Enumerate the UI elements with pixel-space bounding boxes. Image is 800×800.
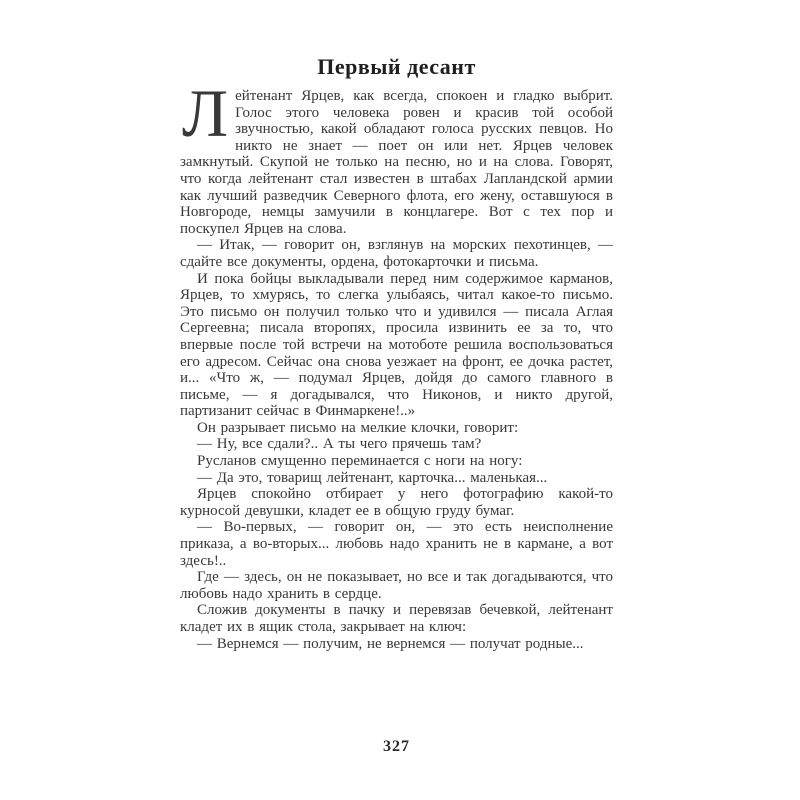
paragraph: — Итак, — говорит он, взглянув на морских пехотинцев, — сдайте все документы, ордена, фотокарточки и письма.	[180, 237, 613, 270]
paragraph-first	[180, 75, 613, 237]
paragraph: — Вернемся — получим, не вернемся — получат родные...	[197, 635, 584, 652]
paragraph: — Во-первых, — говорит он, — это есть неисполнение приказа, а во-вторых... любовь надо хранить не в кармане, а вот здесь!..	[180, 519, 613, 569]
paragraph: — Ну, все сдали?.. А ты чего прячешь там?	[197, 436, 482, 453]
paragraph-first-text: ейтенант Ярцев, как всегда, спокоен и гладко выбрит. Голос этого человека ровен и красив той особой звучностью, какой обладают голоса русских певцов. Но никто не знает — поет он или нет. Ярцев человек замкнутый. Скупой не только на песню, но и на слова. Говорят, что когда лейтенант стал известен в штабах Лапландской армии как лучший разведчик Северного флота, его жену, оставшуюся в Новгороде, немцы замучили в концлагере. Вот с тех пор и поскупел Ярцев на слова.	[180, 88, 613, 237]
text-column	[180, 75, 613, 652]
paragraph: Где — здесь, он не показывает, но все и так догадываются, что любовь надо хранить в сердце.	[180, 569, 613, 602]
chapter-title: Первый десант	[317, 54, 476, 79]
paragraph: Ярцев спокойно отбирает у него фотографию какой-то курносой девушки, кладет ее в общую груду бумаг.	[180, 486, 613, 519]
paragraph: И пока бойцы выкладывали перед ним содержимое карманов, Ярцев, то хмурясь, то слегка улыбаясь, читал какое-то письмо. Это письмо он получил только что и удивился — писала Аглая Сергеевна; писала второпях, просила извинить ее за то, что впервые после той встречи на мотоботе решила воспользоваться его адресом. Сейчас она снова уезжает на фронт, ее дочка растет, и... «Что ж, — подумал Ярцев, дойдя до самого главного в письме, — я догадывался, что Никонов, и никто другой, партизанит сейчас в Финмаркене!..»	[180, 270, 613, 420]
paragraph: Сложив документы в пачку и перевязав бечевкой, лейтенант кладет их в ящик стола, закрывает на ключ:	[180, 602, 613, 635]
paragraph: Русланов смущенно переминается с ноги на ногу:	[197, 453, 523, 470]
paragraph: — Да это, товарищ лейтенант, карточка... маленькая...	[197, 469, 548, 486]
paragraphs-container	[180, 237, 613, 652]
page-number: 327	[383, 738, 410, 755]
drop-cap: Л	[182, 75, 229, 151]
paragraph: Он разрывает письмо на мелкие клочки, говорит:	[197, 419, 519, 436]
